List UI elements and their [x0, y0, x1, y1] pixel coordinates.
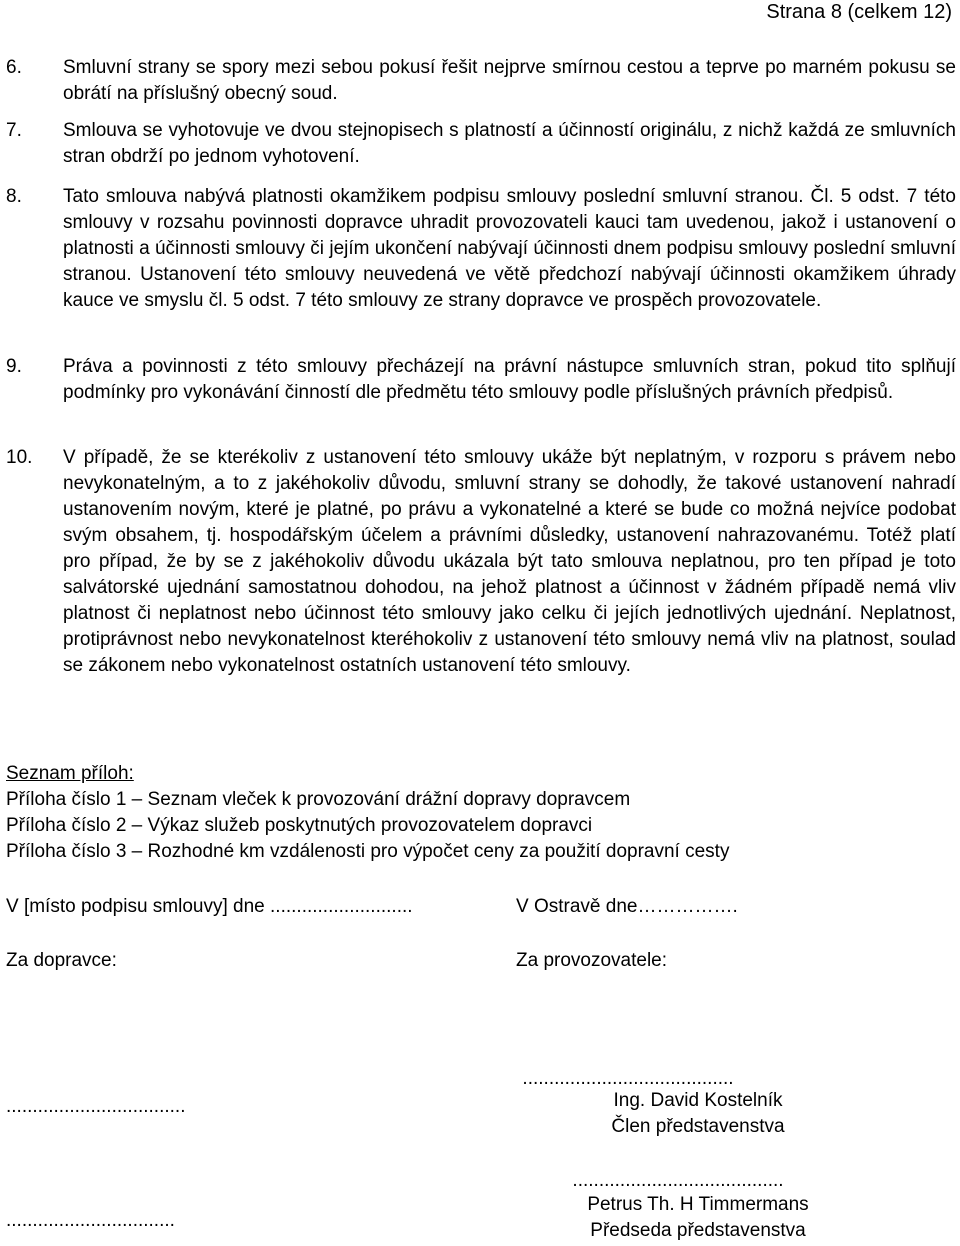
right-party-label: Za provozovatele: — [516, 950, 668, 971]
clause-10 — [6, 445, 956, 679]
attachment-item: Příloha číslo 3 – Rozhodné km vzdálenosti pro výpočet ceny za použití dopravní cesty — [6, 841, 730, 862]
clause-text: Tato smlouva nabývá platnosti okamžikem podpisu smlouvy poslední smluvní stranou. Čl. 5 odst. 7 této smlouvy v rozsahu povinnosti dopravce uhradit provozovateli kauci tam uvedenou, jakož i ustanovení o platnosti a účinnosti smlouvy či jejím ukončení nabývají účinnosti dnem podpisu smlouvy poslední smluvní stranou. Ustanovení této smlouvy neuvedená ve větě předchozí nabývají účinnosti okamžikem úhrady kauce ve smyslu čl. 5 odst. 7 této smlouvy ze strany dopravce ve prospěch provozovatele. — [63, 186, 956, 311]
clause-6 — [6, 55, 956, 107]
clause-number: 10. — [6, 447, 33, 468]
clause-text: Práva a povinnosti z této smlouvy přecházejí na právní nástupce smluvních stran, pokud tito splňují podmínky pro vykonávání činností dle předmětu této smlouvy podle příslušných právních předpisů. — [63, 356, 956, 403]
clause-number: 8. — [6, 186, 22, 207]
left-party-label: Za dopravce: — [6, 950, 117, 971]
signatory-name: Ing. David Kostelník — [613, 1090, 783, 1111]
signatory-role: Předseda představenstva — [590, 1220, 806, 1241]
right-signature-line: ........................................ — [572, 1170, 784, 1191]
clause-8 — [6, 184, 956, 314]
attachment-item: Příloha číslo 1 – Seznam vleček k provozování drážní dopravy dopravcem — [6, 789, 631, 810]
clause-7 — [6, 118, 956, 170]
clause-number: 6. — [6, 57, 22, 78]
right-signature-line: ........................................ — [522, 1068, 734, 1089]
attachments-heading: Seznam příloh: — [6, 763, 134, 784]
clause-text: Smlouva se vyhotovuje ve dvou stejnopisech s platností a účinností originálu, z nichž každá ze smluvních stran obdrží po jednom vyhotovení. — [63, 120, 956, 167]
clause-number: 7. — [6, 120, 22, 141]
left-signature-line: .................................. — [6, 1096, 186, 1117]
signatory-role: Člen představenstva — [611, 1116, 785, 1137]
page-number: Strana 8 (celkem 12) — [766, 1, 952, 23]
left-place-date: V [místo podpisu smlouvy] dne ........................... — [6, 896, 413, 917]
left-signature-line: ................................ — [6, 1210, 175, 1231]
signatory-name: Petrus Th. H Timmermans — [587, 1194, 809, 1215]
attachment-item: Příloha číslo 2 – Výkaz služeb poskytnutých provozovatelem dopravci — [6, 815, 593, 836]
right-place-date: V Ostravě dne……………. — [516, 896, 738, 917]
clause-text: V případě, že se kterékoliv z ustanovení této smlouvy ukáže být neplatným, v rozporu s právem nebo nevykonatelným, a to z jakéhokoliv důvodu, smluvní strany se dohodly, že takové ustanovení nahradí ustanovením novým, které je platné, po právu a vykonatelné a které se bude co možná nejvíce podobat svým obsahem, tj. hospodářským účelem a právními důsledky, ustanovení nahrazovanému. Totéž platí pro případ, že by se z jakéhokoliv důvodu ukázala být tato smlouva neplatnou, pro ten případ je toto salvátorské ujednání samostatnou dohodou, na jehož platnost a účinnost v žádném případě nemá vliv platnost či neplatnost nebo účinnost této smlouvy jako celku či jejích jednotlivých ujednání. Neplatnost, protiprávnost nebo nevykonatelnost kteréhokoliv z ustanovení této smlouvy nemá vliv na platnost, soulad se zákonem nebo vykonatelnost ostatních ustanovení této smlouvy. — [63, 447, 956, 676]
clause-text: Smluvní strany se spory mezi sebou pokusí řešit nejprve smírnou cestou a teprve po marném pokusu se obrátí na příslušný obecný soud. — [63, 57, 956, 104]
clause-number: 9. — [6, 356, 22, 377]
clause-9 — [6, 354, 956, 406]
